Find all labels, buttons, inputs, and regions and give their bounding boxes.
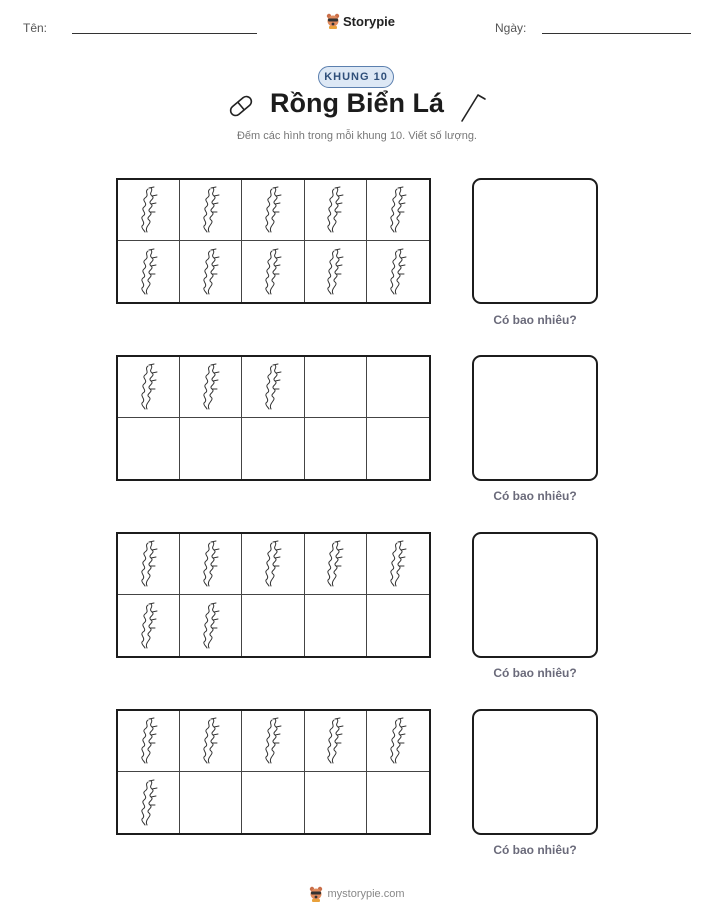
ten-frame-1 [116,178,431,304]
leafy-seadragon-icon [198,717,224,765]
ten-frame-cell [242,357,304,418]
leafy-seadragon-icon [198,602,224,650]
leafy-seadragon-icon [136,248,162,296]
ten-frame-cell [367,241,429,302]
question-label-1: Có bao nhiêu? [493,313,577,327]
ten-frame-4 [116,709,431,835]
ten-frame-cell [242,772,304,833]
leafy-seadragon-icon [198,363,224,411]
question-label-3: Có bao nhiêu? [493,666,577,680]
ten-frame-cell [118,772,180,833]
leafy-seadragon-icon [385,186,411,234]
ten-frame-cell [305,418,367,479]
ten-frame-cell [180,357,242,418]
answer-box-3[interactable] [472,532,598,658]
ten-frame-cell [180,772,242,833]
answer-box-2[interactable] [472,355,598,481]
answer-box-4[interactable] [472,709,598,835]
ten-frame-cell [305,711,367,772]
date-field[interactable] [542,33,691,34]
ten-frame-cell [118,241,180,302]
ten-frame-cell [242,534,304,595]
ten-frame-cell [367,180,429,241]
ten-frame-cell [305,241,367,302]
ten-frame-cell [367,357,429,418]
ten-frame-cell [242,180,304,241]
question-label-2: Có bao nhiêu? [493,489,577,503]
ten-frame-cell [118,418,180,479]
ten-frame-cell [305,534,367,595]
name-label: Tên: [23,21,48,35]
ten-frame-cell [242,711,304,772]
leafy-seadragon-icon [385,540,411,588]
leafy-seadragon-icon [198,186,224,234]
worksheet-title: Rồng Biển Lá [270,88,444,118]
ten-frame-cell [180,534,242,595]
question-label-4: Có bao nhiêu? [493,843,577,857]
leafy-seadragon-icon [385,248,411,296]
leafy-seadragon-icon [198,540,224,588]
leafy-seadragon-icon [136,186,162,234]
ten-frame-cell [118,595,180,656]
ten-frame-cell [367,418,429,479]
leafy-seadragon-icon [260,186,286,234]
ten-frame-cell [180,180,242,241]
leafy-seadragon-icon [136,779,162,827]
leafy-seadragon-icon [198,248,224,296]
leafy-seadragon-icon [260,363,286,411]
ten-frame-cell [305,357,367,418]
ten-frame-cell [367,595,429,656]
leafy-seadragon-icon [136,363,162,411]
footer [0,886,714,902]
ten-frame-cell [242,418,304,479]
ten-frame-cell [305,595,367,656]
ten-frame-cell [180,418,242,479]
ten-frame-cell [367,711,429,772]
ten-frame-cell [118,711,180,772]
ten-frame-badge: KHUNG 10 [318,66,394,88]
ten-frame-cell [242,241,304,302]
leafy-seadragon-icon [385,717,411,765]
hook-icon [458,91,488,123]
leafy-seadragon-icon [260,717,286,765]
ten-frame-2 [116,355,431,481]
storypie-bear-icon [309,886,323,902]
leafy-seadragon-icon [322,717,348,765]
leafy-seadragon-icon [260,248,286,296]
ten-frame-cell [118,180,180,241]
ten-frame-cell [118,534,180,595]
leafy-seadragon-icon [260,540,286,588]
ten-frame-cell [180,711,242,772]
answer-box-1[interactable] [472,178,598,304]
ten-frame-cell [118,357,180,418]
brand-name: Storypie [343,13,396,29]
storypie-bear-icon [326,13,340,29]
ten-frame-cell [180,595,242,656]
leafy-seadragon-icon [136,717,162,765]
leafy-seadragon-icon [322,540,348,588]
storypie-logo [326,13,395,29]
name-field[interactable] [72,33,257,34]
date-label: Ngày: [495,21,527,35]
ten-frame-cell [180,241,242,302]
leafy-seadragon-icon [136,540,162,588]
ten-frame-cell [242,595,304,656]
leafy-seadragon-icon [322,186,348,234]
instructions: Đếm các hình trong mỗi khung 10. Viết số lượng. [236,130,477,142]
leafy-seadragon-icon [136,602,162,650]
footer-url: mystorypie.com [327,888,405,900]
ten-frame-cell [367,534,429,595]
ten-frame-3 [116,532,431,658]
ten-frame-cell [305,772,367,833]
ten-frame-cell [367,772,429,833]
leafy-seadragon-icon [322,248,348,296]
ten-frame-cell [305,180,367,241]
